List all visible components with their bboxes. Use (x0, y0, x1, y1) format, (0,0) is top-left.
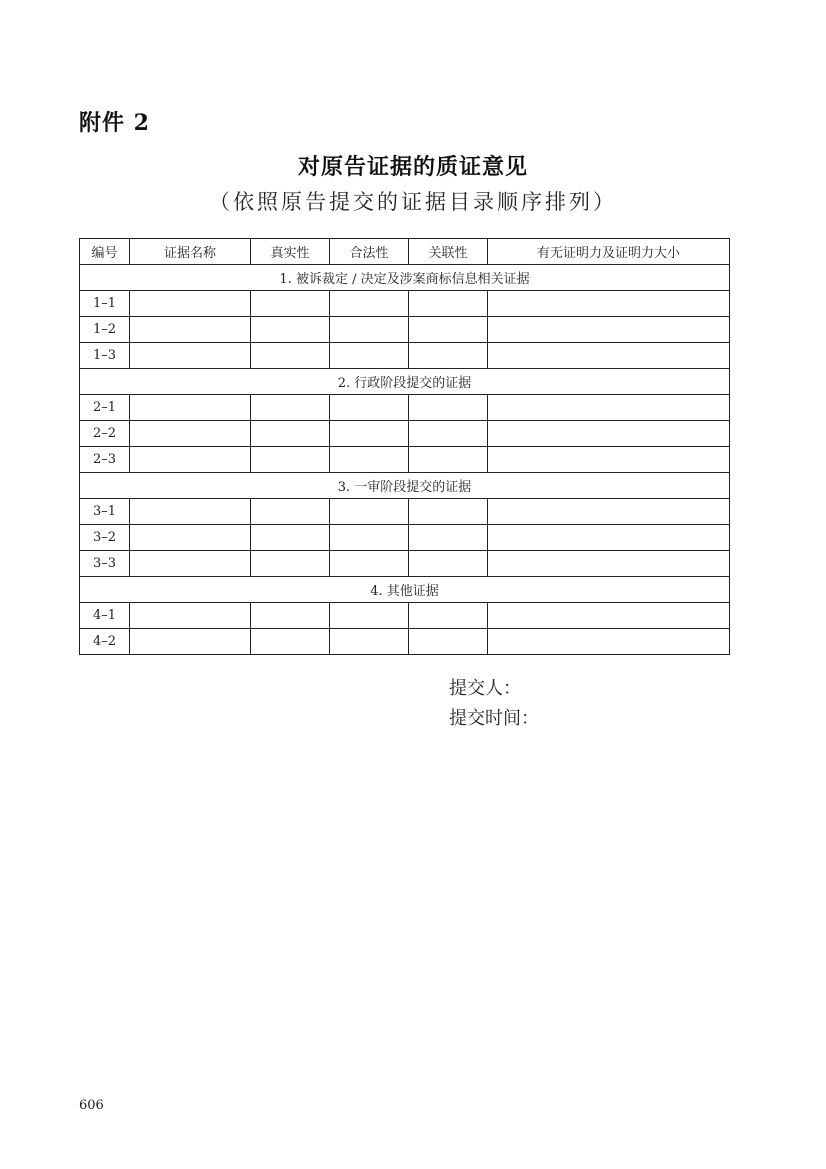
header-number: 编号 (80, 239, 130, 265)
cell-evidence-name (130, 499, 251, 525)
cell-relevance (409, 525, 488, 551)
header-legality: 合法性 (330, 239, 409, 265)
cell-relevance (409, 551, 488, 577)
cell-probative-value (488, 447, 730, 473)
cell-evidence-name (130, 525, 251, 551)
cell-authenticity (251, 629, 330, 655)
cell-relevance (409, 343, 488, 369)
cell-legality (330, 629, 409, 655)
section-title: 2. 行政阶段提交的证据 (80, 369, 730, 395)
submitter-label: 提交人： (449, 678, 521, 699)
cell-authenticity (251, 447, 330, 473)
table-row (80, 421, 730, 447)
table-header-row (80, 239, 730, 265)
cell-legality (330, 525, 409, 551)
cell-authenticity (251, 603, 330, 629)
cell-evidence-name (130, 551, 251, 577)
section-row (80, 473, 730, 499)
section-row (80, 577, 730, 603)
table-row (80, 317, 730, 343)
cell-evidence-name (130, 421, 251, 447)
table-row (80, 629, 730, 655)
cell-legality (330, 395, 409, 421)
cell-relevance (409, 421, 488, 447)
cell-authenticity (251, 291, 330, 317)
cell-evidence-name (130, 291, 251, 317)
document-title: 对原告证据的质证意见 (297, 154, 528, 180)
cell-relevance (409, 317, 488, 343)
table-row (80, 525, 730, 551)
attachment-label: 附件 2 (79, 110, 150, 136)
row-number: 2–2 (80, 421, 130, 447)
cell-probative-value (488, 291, 730, 317)
table-row (80, 343, 730, 369)
row-number: 2–3 (80, 447, 130, 473)
cell-legality (330, 551, 409, 577)
cell-legality (330, 343, 409, 369)
cell-legality (330, 499, 409, 525)
header-authenticity: 真实性 (251, 239, 330, 265)
cell-legality (330, 447, 409, 473)
table-row (80, 395, 730, 421)
row-number: 3–3 (80, 551, 130, 577)
cell-evidence-name (130, 603, 251, 629)
table-row (80, 447, 730, 473)
row-number: 3–2 (80, 525, 130, 551)
page-number: 606 (79, 1098, 104, 1113)
cell-authenticity (251, 343, 330, 369)
cell-evidence-name (130, 629, 251, 655)
cell-legality (330, 421, 409, 447)
cell-probative-value (488, 499, 730, 525)
table-row (80, 551, 730, 577)
header-relevance: 关联性 (409, 239, 488, 265)
cell-evidence-name (130, 447, 251, 473)
cell-probative-value (488, 421, 730, 447)
document-subtitle: （依照原告提交的证据目录顺序排列） (209, 190, 617, 214)
table-row (80, 603, 730, 629)
cell-probative-value (488, 603, 730, 629)
cell-probative-value (488, 551, 730, 577)
cell-relevance (409, 629, 488, 655)
row-number: 1–2 (80, 317, 130, 343)
table-row (80, 499, 730, 525)
cell-relevance (409, 447, 488, 473)
cell-relevance (409, 499, 488, 525)
cell-authenticity (251, 421, 330, 447)
evidence-table (79, 238, 730, 655)
cell-authenticity (251, 317, 330, 343)
section-row (80, 369, 730, 395)
submit-time-label: 提交时间： (449, 708, 539, 729)
row-number: 4–2 (80, 629, 130, 655)
row-number: 2–1 (80, 395, 130, 421)
row-number: 4–1 (80, 603, 130, 629)
cell-evidence-name (130, 317, 251, 343)
header-probative-value: 有无证明力及证明力大小 (488, 239, 730, 265)
cell-authenticity (251, 525, 330, 551)
cell-probative-value (488, 317, 730, 343)
row-number: 3–1 (80, 499, 130, 525)
cell-evidence-name (130, 343, 251, 369)
cell-authenticity (251, 499, 330, 525)
cell-evidence-name (130, 395, 251, 421)
header-evidence-name: 证据名称 (130, 239, 251, 265)
cell-authenticity (251, 395, 330, 421)
row-number: 1–3 (80, 343, 130, 369)
cell-probative-value (488, 343, 730, 369)
cell-relevance (409, 603, 488, 629)
cell-legality (330, 603, 409, 629)
section-title: 1. 被诉裁定 / 决定及涉案商标信息相关证据 (80, 265, 730, 291)
cell-probative-value (488, 525, 730, 551)
cell-relevance (409, 395, 488, 421)
cell-legality (330, 291, 409, 317)
cell-relevance (409, 291, 488, 317)
cell-authenticity (251, 551, 330, 577)
table-row (80, 291, 730, 317)
section-row (80, 265, 730, 291)
cell-legality (330, 317, 409, 343)
section-title: 3. 一审阶段提交的证据 (80, 473, 730, 499)
row-number: 1–1 (80, 291, 130, 317)
cell-probative-value (488, 395, 730, 421)
cell-probative-value (488, 629, 730, 655)
section-title: 4. 其他证据 (80, 577, 730, 603)
